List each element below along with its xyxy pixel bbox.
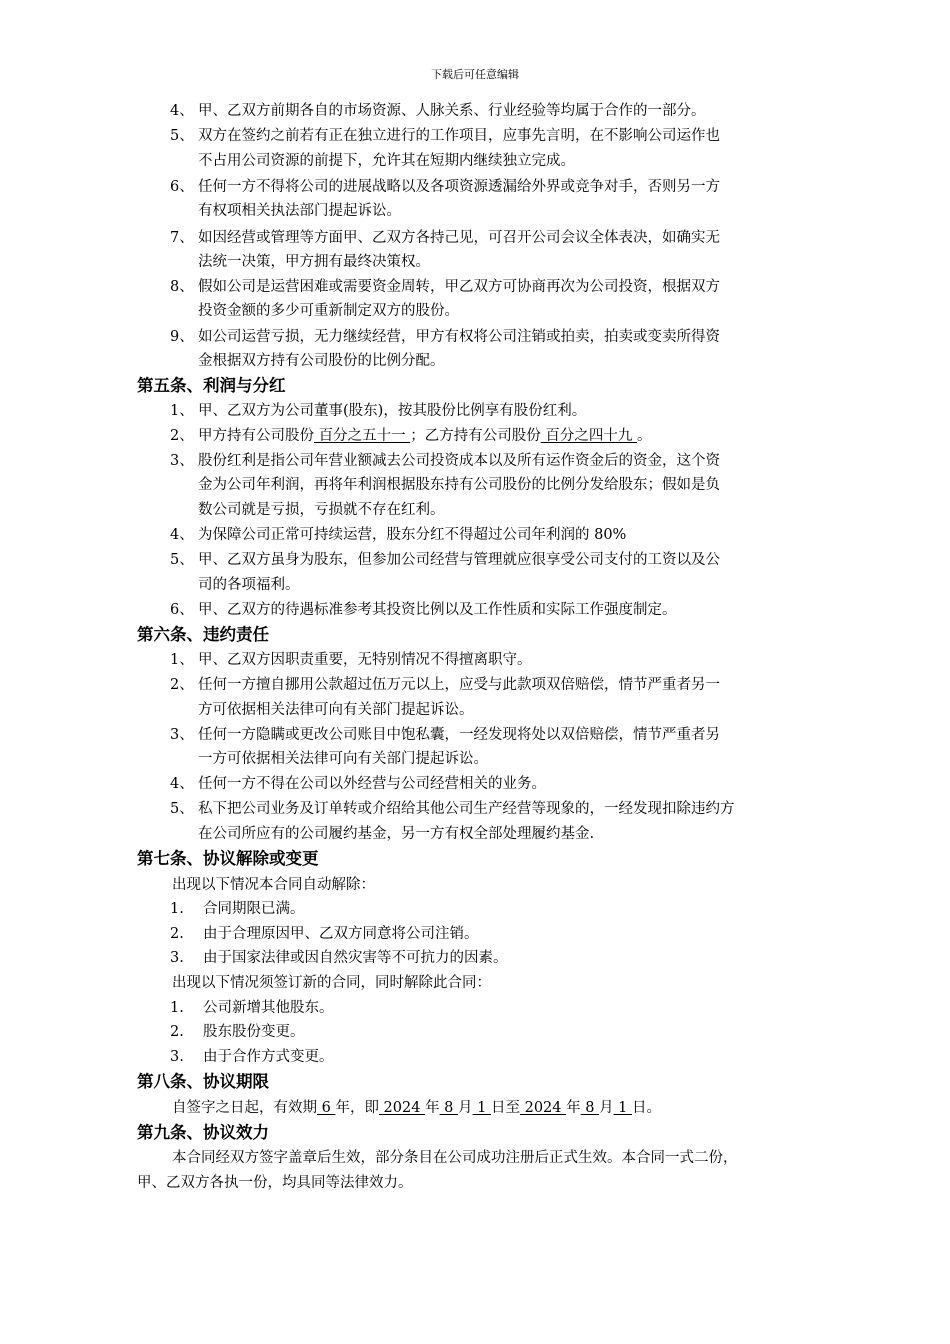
item-number: 1、 — [170, 403, 194, 419]
item-text: 如因经营或管理等方面甲、乙双方各持己见，可召开公司会议全体表决，如确实无 — [198, 230, 720, 246]
text-segment: 。 — [636, 428, 652, 444]
item-text: 股份红利是指公司年营业额减去公司投资成本以及所有运作资金后的资金，这个资 — [198, 453, 720, 469]
text-segment: 年，即 — [335, 1100, 379, 1116]
item-number: 9、 — [170, 329, 194, 345]
end-month: 8 — [580, 1100, 600, 1116]
item-text: 双方在签约之前若有正在独立进行的工作项目，应事先言明，在不影响公司运作也 — [198, 128, 720, 144]
section-title-validity: 第九条、协议效力 — [137, 1123, 269, 1142]
section-title-termination: 第七条、协议解除或变更 — [137, 849, 319, 868]
item-text: 金为公司年利润，再将年利润根据股东持有公司股份的比例分发给股东；假如是负 — [198, 477, 720, 493]
item-text: 甲、乙双方虽身为股东，但参加公司经营与管理就应很享受公司支付的工资以及公 — [198, 552, 720, 568]
paragraph: 本合同经双方签字盖章后生效，部分条目在公司成功注册后正式生效。本合同一式二份， — [172, 1150, 738, 1166]
item-number: 5、 — [170, 552, 194, 568]
term-paragraph — [172, 1097, 661, 1119]
text-segment: 日。 — [632, 1100, 662, 1116]
text-segment: 年 — [566, 1100, 581, 1116]
text-segment: 月 — [458, 1100, 473, 1116]
item-text: 任何一方不得在公司以外经营与公司经营相关的业务。 — [198, 776, 546, 792]
item-text: 甲、乙双方前期各自的市场资源、人脉关系、行业经验等均属于合作的一部分。 — [198, 103, 706, 119]
paragraph: 甲、乙双方各执一份，均具同等法律效力。 — [137, 1175, 413, 1191]
item-text: 投资金额的多少可重新制定双方的股份。 — [198, 303, 459, 319]
item-number: 1、 — [170, 652, 194, 668]
item-number: 5、 — [170, 128, 194, 144]
item-number: 2. — [170, 926, 184, 942]
section-title-term: 第八条、协议期限 — [137, 1072, 269, 1091]
item-text: 任何一方擅自挪用公款超过伍万元以上，应受与此款项双倍赔偿，情节严重者另一 — [198, 677, 720, 693]
text-segment: 年 — [425, 1100, 440, 1116]
item-text: 由于合作方式变更。 — [203, 1049, 334, 1065]
item-text: 法统一决策，甲方拥有最终决策权。 — [198, 254, 430, 270]
item-text: 任何一方隐瞒或更改公司账目中饱私囊，一经发现将处以双倍赔偿，情节严重者另 — [198, 727, 720, 743]
section-title-liability: 第六条、违约责任 — [137, 625, 269, 644]
item-number: 4、 — [170, 527, 194, 543]
item-number: 3. — [170, 1049, 184, 1065]
share-ratio-text — [198, 425, 651, 447]
item-text: 为保障公司正常可持续运营，股东分红不得超过公司年利润的 80% — [198, 527, 627, 543]
item-text: 司的各项福利。 — [198, 577, 300, 593]
item-number: 1. — [170, 901, 184, 917]
item-number: 4、 — [170, 776, 194, 792]
item-text: 在公司所应有的公司履约基金，另一方有权全部处理履约基金. — [198, 826, 595, 842]
page-header: 下载后可任意编辑 — [431, 68, 519, 81]
text-segment: 自签字之日起，有效期 — [172, 1100, 317, 1116]
item-number: 2. — [170, 1024, 184, 1040]
item-text: 有权项相关执法部门提起诉讼。 — [198, 203, 401, 219]
item-text: 假如公司是运营困难或需要资金周转，甲乙双方可协商再次为公司投资，根据双方 — [198, 279, 720, 295]
item-number: 8、 — [170, 279, 194, 295]
item-number: 6、 — [170, 602, 194, 618]
item-text: 甲、乙双方为公司董事(股东)，按其股份比例享有股份红利。 — [198, 403, 587, 419]
item-text: 如公司运营亏损，无力继续经营，甲方有权将公司注销或拍卖，拍卖或变卖所得资 — [198, 329, 720, 345]
item-text: 一方可依据相关法律可向有关部门提起诉讼。 — [198, 751, 488, 767]
item-text: 由于合理原因甲、乙双方同意将公司注销。 — [203, 926, 479, 942]
start-day: 1 — [472, 1100, 491, 1116]
item-text: 私下把公司业务及订单转或介绍给其他公司生产经营等现象的，一经发现扣除违约方 — [198, 801, 735, 817]
party-b-share: 百分之四十九 — [540, 428, 637, 444]
item-number: 4、 — [170, 103, 194, 119]
item-number: 5、 — [170, 801, 194, 817]
section-title-profit: 第五条、利润与分红 — [137, 376, 286, 395]
paragraph: 出现以下情况须签订新的合同，同时解除此合同： — [172, 975, 491, 991]
item-text: 金根据双方持有公司股份的比例分配。 — [198, 353, 445, 369]
item-text: 合同期限已满。 — [203, 901, 305, 917]
item-number: 1. — [170, 1000, 184, 1016]
item-text: 甲、乙双方因职责重要，无特别情况不得擅离职守。 — [198, 652, 532, 668]
item-number: 2、 — [170, 677, 194, 693]
item-number: 3、 — [170, 453, 194, 469]
item-text: 由于国家法律或因自然灾害等不可抗力的因素。 — [203, 950, 508, 966]
text-segment: 月 — [599, 1100, 614, 1116]
text-segment: ；乙方持有公司股份 — [410, 428, 541, 444]
item-number: 6、 — [170, 179, 194, 195]
item-text: 数公司就是亏损，亏损就不存在红利。 — [198, 502, 445, 518]
term-years: 6 — [317, 1100, 336, 1116]
item-number: 7、 — [170, 230, 194, 246]
item-text: 方可依据相关法律可向有关部门提起诉讼。 — [198, 702, 474, 718]
start-month: 8 — [439, 1100, 459, 1116]
item-text: 股东股份变更。 — [203, 1024, 305, 1040]
paragraph: 出现以下情况本合同自动解除： — [172, 877, 375, 893]
party-a-share: 百分之五十一 — [314, 428, 411, 444]
text-segment: 日至 — [490, 1100, 520, 1116]
item-text: 甲、乙双方的待遇标准参考其投资比例以及工作性质和实际工作强度制定。 — [198, 602, 677, 618]
item-text: 公司新增其他股东。 — [203, 1000, 334, 1016]
item-text: 不占用公司资源的前提下，允许其在短期内继续独立完成。 — [198, 153, 575, 169]
item-text: 任何一方不得将公司的进展战略以及各项资源透漏给外界或竞争对手，否则另一方 — [198, 179, 720, 195]
item-number: 3. — [170, 950, 184, 966]
end-day: 1 — [613, 1100, 633, 1116]
text-segment: 甲方持有公司股份 — [198, 428, 314, 444]
end-year: 2024 — [519, 1100, 567, 1116]
start-year: 2024 — [378, 1100, 426, 1116]
item-number: 3、 — [170, 727, 194, 743]
item-number: 2、 — [170, 428, 194, 444]
